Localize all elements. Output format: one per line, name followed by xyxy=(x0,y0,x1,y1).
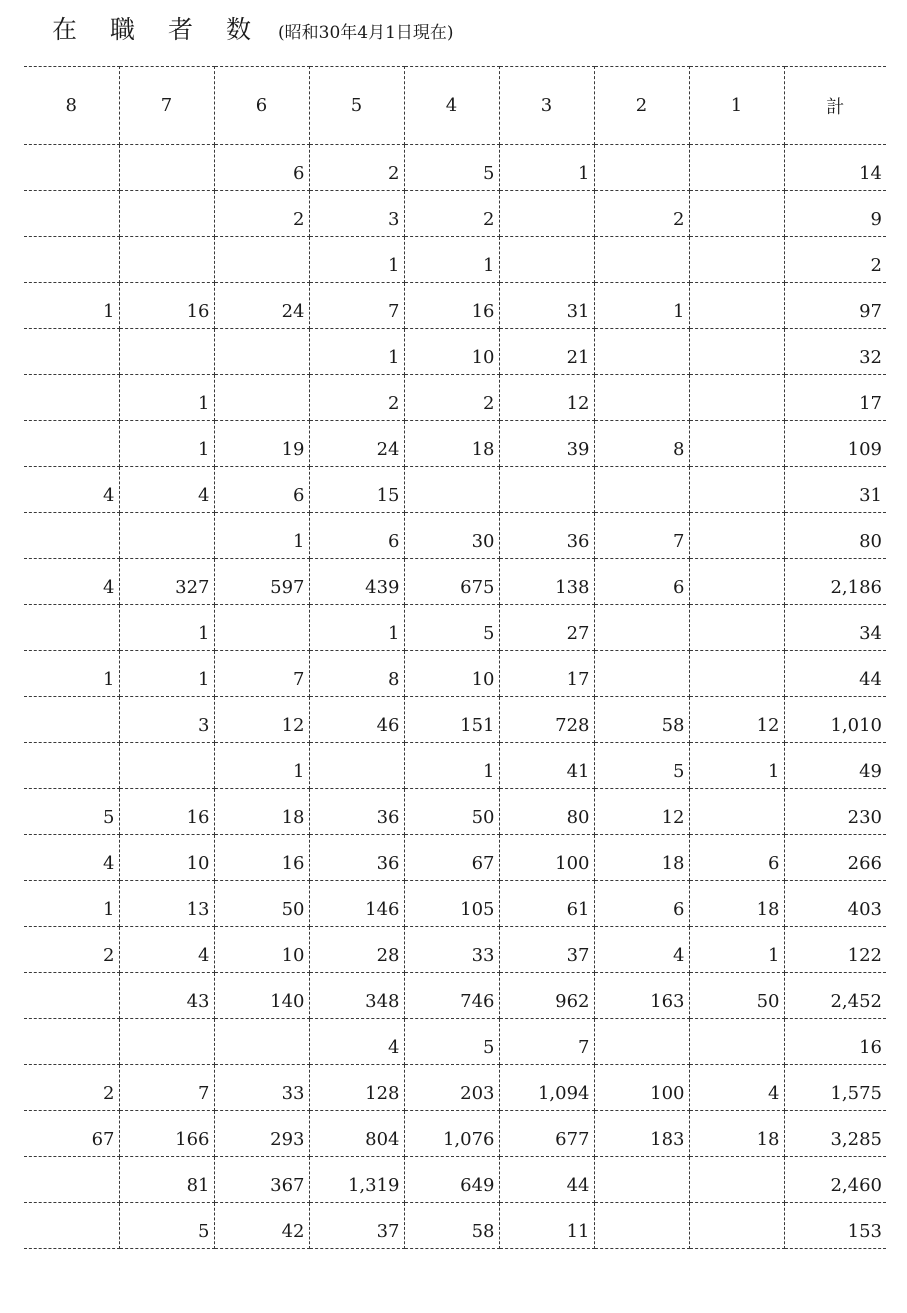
table-cell: 39 xyxy=(499,421,594,467)
column-header: 2 xyxy=(594,67,689,145)
table-cell: 1 xyxy=(404,743,499,789)
table-cell: 649 xyxy=(404,1157,499,1203)
table-cell: 7 xyxy=(499,1019,594,1065)
table-cell: 8 xyxy=(594,421,689,467)
column-header: 4 xyxy=(404,67,499,145)
table-cell: 4 xyxy=(119,467,214,513)
table-cell xyxy=(689,467,784,513)
table-cell xyxy=(24,1157,119,1203)
row-total-cell: 32 xyxy=(784,329,886,375)
table-row xyxy=(24,927,886,973)
table-row xyxy=(24,1111,886,1157)
table-cell: 4 xyxy=(309,1019,404,1065)
table-cell xyxy=(594,1019,689,1065)
table-cell xyxy=(689,421,784,467)
staff-count-table xyxy=(24,66,886,1249)
row-total-cell: 3,285 xyxy=(784,1111,886,1157)
table-cell: 100 xyxy=(499,835,594,881)
table-cell: 50 xyxy=(214,881,309,927)
table-cell: 12 xyxy=(214,697,309,743)
table-cell: 10 xyxy=(119,835,214,881)
row-total-cell: 1,010 xyxy=(784,697,886,743)
row-total-cell: 31 xyxy=(784,467,886,513)
table-cell: 100 xyxy=(594,1065,689,1111)
table-cell: 58 xyxy=(404,1203,499,1249)
table-cell: 18 xyxy=(689,1111,784,1157)
table-cell: 21 xyxy=(499,329,594,375)
row-total-cell: 2,186 xyxy=(784,559,886,605)
row-total-cell: 2 xyxy=(784,237,886,283)
table-cell xyxy=(24,697,119,743)
table-cell xyxy=(24,191,119,237)
table-cell xyxy=(594,1203,689,1249)
table-cell: 293 xyxy=(214,1111,309,1157)
table-cell: 12 xyxy=(594,789,689,835)
table-cell: 18 xyxy=(689,881,784,927)
table-cell: 1 xyxy=(119,375,214,421)
table-cell: 28 xyxy=(309,927,404,973)
table-cell: 33 xyxy=(404,927,499,973)
table-cell xyxy=(119,191,214,237)
row-total-cell: 44 xyxy=(784,651,886,697)
table-cell: 2 xyxy=(24,927,119,973)
table-cell: 12 xyxy=(499,375,594,421)
table-row xyxy=(24,1203,886,1249)
column-header: 1 xyxy=(689,67,784,145)
table-cell: 1 xyxy=(119,421,214,467)
table-cell: 10 xyxy=(214,927,309,973)
table-cell: 138 xyxy=(499,559,594,605)
table-cell: 128 xyxy=(309,1065,404,1111)
table-cell xyxy=(594,467,689,513)
table-cell: 5 xyxy=(594,743,689,789)
table-cell: 6 xyxy=(594,559,689,605)
table-cell: 6 xyxy=(214,145,309,191)
table-cell: 13 xyxy=(119,881,214,927)
table-cell: 5 xyxy=(24,789,119,835)
table-cell: 24 xyxy=(214,283,309,329)
table-cell: 1 xyxy=(689,743,784,789)
table-cell xyxy=(594,375,689,421)
row-total-cell: 49 xyxy=(784,743,886,789)
table-cell: 1 xyxy=(404,237,499,283)
table-row xyxy=(24,145,886,191)
table-cell xyxy=(24,1019,119,1065)
table-cell: 140 xyxy=(214,973,309,1019)
table-cell: 1 xyxy=(309,329,404,375)
table-cell: 50 xyxy=(404,789,499,835)
table-cell: 16 xyxy=(404,283,499,329)
table-cell: 44 xyxy=(499,1157,594,1203)
row-total-cell: 9 xyxy=(784,191,886,237)
table-cell: 31 xyxy=(499,283,594,329)
table-cell xyxy=(594,605,689,651)
table-cell: 18 xyxy=(404,421,499,467)
table-cell xyxy=(689,789,784,835)
table-cell xyxy=(689,1019,784,1065)
table-cell: 6 xyxy=(309,513,404,559)
table-cell xyxy=(689,191,784,237)
table-cell: 2 xyxy=(24,1065,119,1111)
row-total-cell: 1,575 xyxy=(784,1065,886,1111)
table-cell xyxy=(689,145,784,191)
table-cell: 1 xyxy=(214,743,309,789)
table-cell xyxy=(214,237,309,283)
table-cell: 677 xyxy=(499,1111,594,1157)
table-cell: 1,094 xyxy=(499,1065,594,1111)
table-cell xyxy=(404,467,499,513)
table-cell xyxy=(309,743,404,789)
table-cell: 36 xyxy=(499,513,594,559)
table-cell: 17 xyxy=(499,651,594,697)
table-cell: 61 xyxy=(499,881,594,927)
table-cell xyxy=(24,743,119,789)
table-cell: 5 xyxy=(404,145,499,191)
table-cell xyxy=(689,559,784,605)
table-cell xyxy=(24,513,119,559)
table-cell: 1 xyxy=(214,513,309,559)
table-cell: 4 xyxy=(594,927,689,973)
table-cell xyxy=(594,145,689,191)
table-row xyxy=(24,605,886,651)
table-row xyxy=(24,789,886,835)
title-date-note: (昭和30年4月1日現在) xyxy=(278,23,454,43)
table-cell xyxy=(499,237,594,283)
table-row xyxy=(24,191,886,237)
column-header-total: 計 xyxy=(784,67,886,145)
table-cell: 1 xyxy=(24,881,119,927)
table-cell: 4 xyxy=(119,927,214,973)
table-cell xyxy=(689,1203,784,1249)
table-row xyxy=(24,743,886,789)
table-row xyxy=(24,835,886,881)
row-total-cell: 122 xyxy=(784,927,886,973)
row-total-cell: 80 xyxy=(784,513,886,559)
table-cell: 2 xyxy=(594,191,689,237)
table-cell: 15 xyxy=(309,467,404,513)
table-cell: 4 xyxy=(24,467,119,513)
table-cell: 12 xyxy=(689,697,784,743)
table-cell: 24 xyxy=(309,421,404,467)
table-cell xyxy=(214,375,309,421)
table-cell: 7 xyxy=(594,513,689,559)
column-header: 8 xyxy=(24,67,119,145)
table-cell: 16 xyxy=(214,835,309,881)
row-total-cell: 266 xyxy=(784,835,886,881)
table-cell: 367 xyxy=(214,1157,309,1203)
table-cell: 3 xyxy=(119,697,214,743)
table-cell: 597 xyxy=(214,559,309,605)
table-cell: 6 xyxy=(594,881,689,927)
table-cell: 67 xyxy=(24,1111,119,1157)
table-cell: 3 xyxy=(309,191,404,237)
table-cell: 11 xyxy=(499,1203,594,1249)
table-cell xyxy=(24,375,119,421)
table-cell: 1 xyxy=(689,927,784,973)
table-cell: 2 xyxy=(404,375,499,421)
table-cell xyxy=(689,651,784,697)
table-cell xyxy=(119,329,214,375)
row-total-cell: 153 xyxy=(784,1203,886,1249)
table-cell: 36 xyxy=(309,789,404,835)
table-cell: 80 xyxy=(499,789,594,835)
column-header: 7 xyxy=(119,67,214,145)
table-cell: 41 xyxy=(499,743,594,789)
table-cell xyxy=(689,375,784,421)
table-cell: 1 xyxy=(119,651,214,697)
table-cell: 1 xyxy=(24,651,119,697)
table-row xyxy=(24,375,886,421)
table-cell: 8 xyxy=(309,651,404,697)
table-cell: 1 xyxy=(24,283,119,329)
header-row xyxy=(24,67,886,145)
table-cell: 1 xyxy=(499,145,594,191)
table-cell xyxy=(594,329,689,375)
table-row xyxy=(24,1157,886,1203)
table-cell: 4 xyxy=(689,1065,784,1111)
table-cell xyxy=(24,973,119,1019)
table-cell: 16 xyxy=(119,283,214,329)
table-cell xyxy=(119,743,214,789)
table-cell: 18 xyxy=(594,835,689,881)
table-cell: 42 xyxy=(214,1203,309,1249)
table-cell xyxy=(24,421,119,467)
table-cell: 6 xyxy=(689,835,784,881)
table-cell: 67 xyxy=(404,835,499,881)
table-cell: 10 xyxy=(404,651,499,697)
table-cell xyxy=(24,605,119,651)
table-cell xyxy=(689,605,784,651)
table-cell: 1,076 xyxy=(404,1111,499,1157)
table-cell: 4 xyxy=(24,835,119,881)
table-row xyxy=(24,1019,886,1065)
table-cell xyxy=(689,237,784,283)
table-cell: 2 xyxy=(309,145,404,191)
table-cell xyxy=(499,191,594,237)
column-header: 3 xyxy=(499,67,594,145)
table-cell xyxy=(214,329,309,375)
table-row xyxy=(24,467,886,513)
table-row xyxy=(24,973,886,1019)
table-cell: 50 xyxy=(689,973,784,1019)
table-cell: 43 xyxy=(119,973,214,1019)
table-cell: 7 xyxy=(309,283,404,329)
row-total-cell: 97 xyxy=(784,283,886,329)
table-cell: 151 xyxy=(404,697,499,743)
table-cell: 81 xyxy=(119,1157,214,1203)
table-cell: 804 xyxy=(309,1111,404,1157)
table-cell xyxy=(24,329,119,375)
table-cell: 1 xyxy=(309,605,404,651)
table-cell: 146 xyxy=(309,881,404,927)
table-cell: 19 xyxy=(214,421,309,467)
table-row xyxy=(24,881,886,927)
table-cell xyxy=(119,513,214,559)
table-cell: 1,319 xyxy=(309,1157,404,1203)
table-cell: 183 xyxy=(594,1111,689,1157)
table-row xyxy=(24,697,886,743)
table-cell: 4 xyxy=(24,559,119,605)
table-cell: 5 xyxy=(119,1203,214,1249)
table-cell: 6 xyxy=(214,467,309,513)
table-cell: 2 xyxy=(214,191,309,237)
table-cell: 36 xyxy=(309,835,404,881)
table-cell: 37 xyxy=(309,1203,404,1249)
table-cell: 2 xyxy=(309,375,404,421)
table-row xyxy=(24,283,886,329)
table-cell: 5 xyxy=(404,605,499,651)
table-cell: 46 xyxy=(309,697,404,743)
table-cell: 7 xyxy=(214,651,309,697)
table-cell: 675 xyxy=(404,559,499,605)
table-cell: 10 xyxy=(404,329,499,375)
table-cell xyxy=(689,513,784,559)
row-total-cell: 109 xyxy=(784,421,886,467)
table-cell: 18 xyxy=(214,789,309,835)
table-cell: 2 xyxy=(404,191,499,237)
table-cell: 348 xyxy=(309,973,404,1019)
row-total-cell: 403 xyxy=(784,881,886,927)
table-cell xyxy=(689,283,784,329)
table-cell: 327 xyxy=(119,559,214,605)
table-cell: 58 xyxy=(594,697,689,743)
table-cell: 166 xyxy=(119,1111,214,1157)
column-header: 5 xyxy=(309,67,404,145)
row-total-cell: 2,460 xyxy=(784,1157,886,1203)
page-title: 在職者数 xyxy=(52,15,285,44)
table-cell: 163 xyxy=(594,973,689,1019)
table-cell xyxy=(24,1203,119,1249)
table-cell: 105 xyxy=(404,881,499,927)
table-cell xyxy=(499,467,594,513)
table-cell xyxy=(24,145,119,191)
table-cell: 1 xyxy=(309,237,404,283)
table-cell xyxy=(214,605,309,651)
row-total-cell: 34 xyxy=(784,605,886,651)
row-total-cell: 16 xyxy=(784,1019,886,1065)
table-cell xyxy=(214,1019,309,1065)
table-body xyxy=(24,145,886,1249)
table-row xyxy=(24,329,886,375)
table-cell xyxy=(24,237,119,283)
row-total-cell: 230 xyxy=(784,789,886,835)
table-cell xyxy=(594,1157,689,1203)
row-total-cell: 14 xyxy=(784,145,886,191)
table-row xyxy=(24,237,886,283)
table-cell: 33 xyxy=(214,1065,309,1111)
table-cell: 37 xyxy=(499,927,594,973)
table-row xyxy=(24,513,886,559)
table-row xyxy=(24,1065,886,1111)
row-total-cell: 2,452 xyxy=(784,973,886,1019)
column-header: 6 xyxy=(214,67,309,145)
table-row xyxy=(24,559,886,605)
table-cell: 5 xyxy=(404,1019,499,1065)
table-cell: 1 xyxy=(119,605,214,651)
table-cell xyxy=(119,145,214,191)
table-cell: 203 xyxy=(404,1065,499,1111)
table-cell: 962 xyxy=(499,973,594,1019)
table-cell: 746 xyxy=(404,973,499,1019)
table-cell xyxy=(594,237,689,283)
table-cell: 439 xyxy=(309,559,404,605)
table-cell xyxy=(119,1019,214,1065)
table-row xyxy=(24,421,886,467)
table-cell: 1 xyxy=(594,283,689,329)
table-cell: 27 xyxy=(499,605,594,651)
table-row xyxy=(24,651,886,697)
page-title-block xyxy=(52,10,454,46)
table-cell xyxy=(594,651,689,697)
table-cell xyxy=(689,1157,784,1203)
table-cell: 30 xyxy=(404,513,499,559)
table-cell: 16 xyxy=(119,789,214,835)
table-cell xyxy=(689,329,784,375)
row-total-cell: 17 xyxy=(784,375,886,421)
table-cell: 7 xyxy=(119,1065,214,1111)
table-cell: 728 xyxy=(499,697,594,743)
table-cell xyxy=(119,237,214,283)
